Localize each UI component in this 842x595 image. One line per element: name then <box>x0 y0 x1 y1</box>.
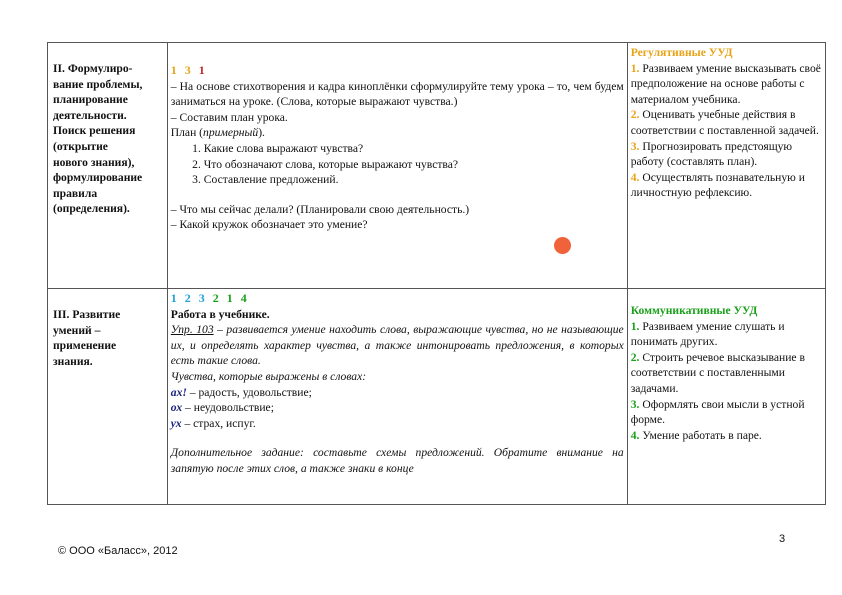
task-text: – На основе стихотворения и кадра киноплёнки сформулируйте тему урока – то, чем будем заниматься на уроке. (Слова, которые выражают чувства.) <box>170 79 624 109</box>
lesson-table <box>47 42 826 505</box>
plan-intro: – Составим план урока. <box>170 110 288 124</box>
stage-cell <box>48 43 168 289</box>
stage-line: деятельности. <box>53 108 127 122</box>
word-row: ох – неудовольствие; <box>170 401 274 415</box>
exercise-text: Упр. 103 – развивается умение находить слова, выражающие чувства, но не называющие их, и определять характер чувства, а также интонировать предложения, в которых есть такие слова. <box>170 323 624 368</box>
stage-line: (открытие <box>53 139 108 153</box>
word-row: ух – страх, испуг. <box>170 416 256 430</box>
uud-item: 2. Оценивать учебные действия в соответствии с поставленной задачей. <box>630 108 819 137</box>
circle-numbers <box>171 291 624 307</box>
circle-numbers <box>171 63 624 79</box>
word-row: ах! – радость, удовольствие; <box>170 385 312 399</box>
question-text: – Какой кружок обозначает это умение? <box>170 218 368 232</box>
table-row <box>48 43 826 289</box>
uud-item: 4. Умение работать в паре. <box>630 428 762 442</box>
stage-line: планирование <box>53 93 128 107</box>
plan-label: План (примерный). <box>170 126 265 140</box>
uud-title: Коммуникативные УУД <box>630 304 758 317</box>
stage-line: вание проблемы, <box>53 77 143 91</box>
feelings-intro: Чувства, которые выражены в словах: <box>170 369 367 383</box>
extra-task: Дополнительное задание: составьте схемы предложений. Обратите внимание на запятую после этих слов, а также знаки в конце <box>170 446 624 475</box>
stage-line: (определения). <box>53 202 130 216</box>
stage-line: нового знания), <box>53 155 135 169</box>
copyright-footer: © ООО «Баласс», 2012 <box>58 545 178 557</box>
number-badge: 3 <box>198 291 205 305</box>
question-text: – Что мы сейчас делали? (Планировали свою деятельность.) <box>170 202 470 216</box>
uud-item: 1. Развиваем умение слушать и понимать других. <box>630 319 785 349</box>
number-badge: 1 <box>170 291 177 305</box>
uud-title: Регулятивные УУД <box>630 46 733 59</box>
stage-line: правила <box>53 186 98 200</box>
stage-line: формулирование <box>53 171 143 185</box>
stage-cell <box>48 289 168 505</box>
content-cell <box>167 289 627 505</box>
plan-list <box>171 141 624 188</box>
page-number: 3 <box>779 533 786 545</box>
table-row <box>48 289 826 505</box>
plan-item: 3. Составление предложений. <box>204 172 624 188</box>
plan-item: 1. Какие слова выражают чувства? <box>204 141 624 157</box>
uud-cell <box>627 43 825 289</box>
uud-item: 4. Осуществлять познавательную и личностную рефлексию. <box>630 170 805 200</box>
number-badge: 4 <box>240 291 247 305</box>
orange-circle-marker <box>554 237 571 254</box>
stage-line: применение <box>53 339 117 353</box>
stage-line: Поиск решения <box>53 124 136 138</box>
uud-cell <box>627 289 825 505</box>
stage-line: знания. <box>53 354 93 368</box>
number-badge: 2 <box>184 291 191 305</box>
number-badge: 1 <box>170 63 177 77</box>
number-badge: 1 <box>226 291 233 305</box>
stage-line: II. Формулиро- <box>53 62 133 75</box>
work-title: Работа в учебнике. <box>170 307 270 321</box>
uud-item: 3. Прогнозировать предстоящую работу (составлять план). <box>630 139 793 169</box>
plan-item: 2. Что обозначают слова, которые выражают чувства? <box>204 157 624 173</box>
uud-item: 1. Развиваем умение высказывать своё предположение на основе работы с материалом учебника. <box>630 61 821 106</box>
uud-item: 2. Строить речевое высказывание в соответствии с поставленными задачами. <box>630 350 805 395</box>
stage-line: умений – <box>53 323 101 337</box>
number-badge: 3 <box>184 63 191 77</box>
number-badge: 2 <box>212 291 219 305</box>
uud-item: 3. Оформлять свои мысли в устной форме. <box>630 397 805 427</box>
number-badge: 1 <box>198 63 205 77</box>
stage-line: III. Развитие <box>53 308 121 321</box>
